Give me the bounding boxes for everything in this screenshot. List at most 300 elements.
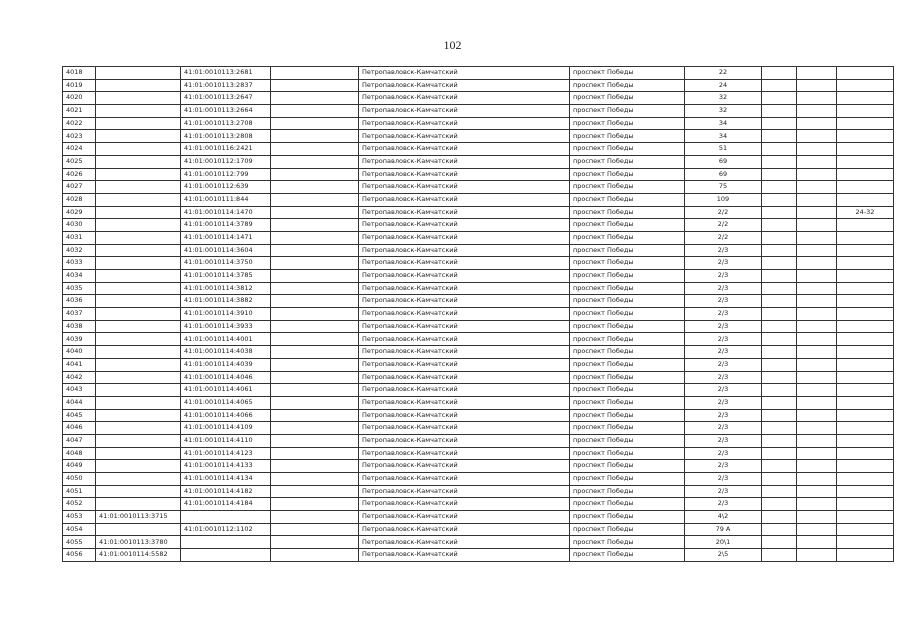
empty-cell [762, 295, 797, 308]
cadastral-number-cell [96, 358, 181, 371]
empty-cell [762, 143, 797, 156]
apartment-range-cell [837, 422, 894, 435]
city-cell: Петропавловск-Камчатский [359, 92, 570, 105]
record-number-cell: 4024 [63, 143, 96, 156]
cadastral-number-cell [96, 460, 181, 473]
empty-cell [797, 105, 837, 118]
empty-cell [797, 473, 837, 486]
street-cell: проспект Победы [570, 257, 685, 270]
empty-cell [762, 384, 797, 397]
apartment-range-cell [837, 231, 894, 244]
cadastral-number-cell [96, 181, 181, 194]
empty-cell [762, 320, 797, 333]
city-cell: Петропавловск-Камчатский [359, 396, 570, 409]
apartment-range-cell [837, 320, 894, 333]
house-number-cell: 2/3 [685, 295, 762, 308]
parent-cadastral-number-cell: 41:01:0010114:3910 [181, 308, 271, 321]
apartment-range-cell [837, 384, 894, 397]
apartment-range-cell [837, 396, 894, 409]
record-number-cell: 4040 [63, 346, 96, 359]
street-cell: проспект Победы [570, 244, 685, 257]
cadastral-number-cell [96, 346, 181, 359]
empty-cell [271, 460, 359, 473]
cadastral-number-cell [96, 320, 181, 333]
empty-cell [797, 371, 837, 384]
house-number-cell: 69 [685, 168, 762, 181]
street-cell: проспект Победы [570, 130, 685, 143]
empty-cell [271, 117, 359, 130]
city-cell: Петропавловск-Камчатский [359, 105, 570, 118]
apartment-range-cell [837, 244, 894, 257]
house-number-cell: 2/3 [685, 270, 762, 283]
street-cell: проспект Победы [570, 282, 685, 295]
city-cell: Петропавловск-Камчатский [359, 270, 570, 283]
empty-cell [762, 282, 797, 295]
street-cell: проспект Победы [570, 549, 685, 562]
record-number-cell: 4042 [63, 371, 96, 384]
parent-cadastral-number-cell: 41:01:0010114:1471 [181, 231, 271, 244]
table-row [63, 409, 894, 422]
city-cell: Петропавловск-Камчатский [359, 206, 570, 219]
city-cell: Петропавловск-Камчатский [359, 346, 570, 359]
street-cell: проспект Победы [570, 320, 685, 333]
empty-cell [271, 320, 359, 333]
apartment-range-cell [837, 181, 894, 194]
table-row [63, 523, 894, 536]
record-number-cell: 4044 [63, 396, 96, 409]
cadastral-number-cell: 41:01:0010113:3780 [96, 536, 181, 549]
empty-cell [271, 79, 359, 92]
record-number-cell: 4055 [63, 536, 96, 549]
empty-cell [762, 447, 797, 460]
empty-cell [797, 498, 837, 511]
street-cell: проспект Победы [570, 447, 685, 460]
cadastral-number-cell [96, 219, 181, 232]
empty-cell [797, 143, 837, 156]
empty-cell [271, 523, 359, 536]
cadastral-number-cell [96, 117, 181, 130]
apartment-range-cell [837, 130, 894, 143]
street-cell: проспект Победы [570, 67, 685, 80]
apartment-range-cell [837, 346, 894, 359]
empty-cell [762, 536, 797, 549]
parent-cadastral-number-cell: 41:01:0010112:1102 [181, 523, 271, 536]
apartment-range-cell: 24-32 [837, 206, 894, 219]
empty-cell [797, 523, 837, 536]
street-cell: проспект Победы [570, 270, 685, 283]
city-cell: Петропавловск-Камчатский [359, 485, 570, 498]
street-cell: проспект Победы [570, 371, 685, 384]
empty-cell [271, 333, 359, 346]
parent-cadastral-number-cell: 41:01:0010114:3789 [181, 219, 271, 232]
empty-cell [762, 117, 797, 130]
house-number-cell: 2/3 [685, 485, 762, 498]
parent-cadastral-number-cell [181, 536, 271, 549]
record-number-cell: 4020 [63, 92, 96, 105]
record-number-cell: 4029 [63, 206, 96, 219]
table-row [63, 346, 894, 359]
apartment-range-cell [837, 117, 894, 130]
apartment-range-cell [837, 308, 894, 321]
record-number-cell: 4041 [63, 358, 96, 371]
street-cell: проспект Победы [570, 460, 685, 473]
apartment-range-cell [837, 193, 894, 206]
empty-cell [797, 257, 837, 270]
city-cell: Петропавловск-Камчатский [359, 295, 570, 308]
cadastral-number-cell [96, 396, 181, 409]
parent-cadastral-number-cell: 41:01:0010113:2647 [181, 92, 271, 105]
empty-cell [797, 117, 837, 130]
table-row [63, 130, 894, 143]
empty-cell [762, 396, 797, 409]
apartment-range-cell [837, 473, 894, 486]
parent-cadastral-number-cell: 41:01:0010114:1470 [181, 206, 271, 219]
empty-cell [271, 358, 359, 371]
table-row [63, 295, 894, 308]
parent-cadastral-number-cell: 41:01:0010114:4065 [181, 396, 271, 409]
empty-cell [762, 511, 797, 524]
street-cell: проспект Победы [570, 358, 685, 371]
record-number-cell: 4043 [63, 384, 96, 397]
parent-cadastral-number-cell: 41:01:0010113:2837 [181, 79, 271, 92]
apartment-range-cell [837, 282, 894, 295]
record-number-cell: 4049 [63, 460, 96, 473]
cadastral-number-cell [96, 473, 181, 486]
parent-cadastral-number-cell: 41:01:0010113:2808 [181, 130, 271, 143]
cadastral-number-cell [96, 130, 181, 143]
empty-cell [797, 295, 837, 308]
cadastral-number-cell [96, 257, 181, 270]
empty-cell [271, 130, 359, 143]
house-number-cell: 22 [685, 67, 762, 80]
empty-cell [271, 181, 359, 194]
city-cell: Петропавловск-Камчатский [359, 168, 570, 181]
empty-cell [762, 346, 797, 359]
street-cell: проспект Победы [570, 155, 685, 168]
record-number-cell: 4039 [63, 333, 96, 346]
parent-cadastral-number-cell: 41:01:0010114:3604 [181, 244, 271, 257]
apartment-range-cell [837, 143, 894, 156]
parent-cadastral-number-cell: 41:01:0010114:4134 [181, 473, 271, 486]
house-number-cell: 75 [685, 181, 762, 194]
empty-cell [271, 295, 359, 308]
house-number-cell: 4\2 [685, 511, 762, 524]
empty-cell [797, 320, 837, 333]
street-cell: проспект Победы [570, 92, 685, 105]
parent-cadastral-number-cell: 41:01:0010112:799 [181, 168, 271, 181]
house-number-cell: 79 А [685, 523, 762, 536]
apartment-range-cell [837, 295, 894, 308]
house-number-cell: 2/3 [685, 320, 762, 333]
empty-cell [271, 473, 359, 486]
table-row [63, 270, 894, 283]
empty-cell [271, 409, 359, 422]
empty-cell [271, 105, 359, 118]
cadastral-number-cell [96, 422, 181, 435]
table-row [63, 143, 894, 156]
record-number-cell: 4034 [63, 270, 96, 283]
empty-cell [797, 536, 837, 549]
street-cell: проспект Победы [570, 117, 685, 130]
house-number-cell: 2/3 [685, 333, 762, 346]
house-number-cell: 2/2 [685, 219, 762, 232]
house-number-cell: 2/3 [685, 358, 762, 371]
apartment-range-cell [837, 549, 894, 562]
empty-cell [271, 447, 359, 460]
apartment-range-cell [837, 371, 894, 384]
table-row [63, 536, 894, 549]
empty-cell [271, 371, 359, 384]
empty-cell [797, 333, 837, 346]
empty-cell [271, 346, 359, 359]
record-number-cell: 4018 [63, 67, 96, 80]
empty-cell [797, 219, 837, 232]
record-number-cell: 4036 [63, 295, 96, 308]
house-number-cell: 2/3 [685, 460, 762, 473]
empty-cell [797, 384, 837, 397]
parent-cadastral-number-cell: 41:01:0010112:639 [181, 181, 271, 194]
street-cell: проспект Победы [570, 396, 685, 409]
empty-cell [762, 473, 797, 486]
empty-cell [762, 231, 797, 244]
empty-cell [271, 511, 359, 524]
cadastral-number-cell [96, 308, 181, 321]
record-number-cell: 4030 [63, 219, 96, 232]
cadastral-number-cell [96, 498, 181, 511]
city-cell: Петропавловск-Камчатский [359, 460, 570, 473]
table-row [63, 511, 894, 524]
apartment-range-cell [837, 409, 894, 422]
apartment-range-cell [837, 511, 894, 524]
empty-cell [797, 130, 837, 143]
record-number-cell: 4027 [63, 181, 96, 194]
registry-table [62, 66, 894, 562]
house-number-cell: 2/3 [685, 384, 762, 397]
empty-cell [797, 485, 837, 498]
empty-cell [797, 549, 837, 562]
record-number-cell: 4031 [63, 231, 96, 244]
parent-cadastral-number-cell: 41:01:0010111:844 [181, 193, 271, 206]
empty-cell [797, 67, 837, 80]
table-row [63, 105, 894, 118]
cadastral-number-cell [96, 409, 181, 422]
house-number-cell: 2/3 [685, 244, 762, 257]
city-cell: Петропавловск-Камчатский [359, 130, 570, 143]
house-number-cell: 32 [685, 105, 762, 118]
house-number-cell: 34 [685, 117, 762, 130]
cadastral-number-cell [96, 384, 181, 397]
city-cell: Петропавловск-Камчатский [359, 219, 570, 232]
empty-cell [797, 92, 837, 105]
house-number-cell: 32 [685, 92, 762, 105]
empty-cell [271, 231, 359, 244]
empty-cell [797, 308, 837, 321]
house-number-cell: 2/3 [685, 409, 762, 422]
street-cell: проспект Победы [570, 308, 685, 321]
table-row [63, 231, 894, 244]
empty-cell [762, 549, 797, 562]
record-number-cell: 4056 [63, 549, 96, 562]
house-number-cell: 34 [685, 130, 762, 143]
parent-cadastral-number-cell: 41:01:0010114:4039 [181, 358, 271, 371]
street-cell: проспект Победы [570, 346, 685, 359]
parent-cadastral-number-cell: 41:01:0010114:4133 [181, 460, 271, 473]
apartment-range-cell [837, 536, 894, 549]
table-row [63, 67, 894, 80]
table-row [63, 473, 894, 486]
street-cell: проспект Победы [570, 105, 685, 118]
table-row [63, 79, 894, 92]
empty-cell [797, 346, 837, 359]
cadastral-number-cell [96, 143, 181, 156]
table-row [63, 384, 894, 397]
empty-cell [762, 434, 797, 447]
empty-cell [271, 536, 359, 549]
apartment-range-cell [837, 105, 894, 118]
empty-cell [797, 155, 837, 168]
house-number-cell: 2/3 [685, 257, 762, 270]
empty-cell [271, 257, 359, 270]
table-row [63, 460, 894, 473]
city-cell: Петропавловск-Камчатский [359, 244, 570, 257]
apartment-range-cell [837, 92, 894, 105]
parent-cadastral-number-cell: 41:01:0010114:4109 [181, 422, 271, 435]
street-cell: проспект Победы [570, 511, 685, 524]
street-cell: проспект Победы [570, 498, 685, 511]
cadastral-number-cell [96, 67, 181, 80]
table-row [63, 193, 894, 206]
cadastral-number-cell: 41:01:0010113:3715 [96, 511, 181, 524]
apartment-range-cell [837, 523, 894, 536]
city-cell: Петропавловск-Камчатский [359, 409, 570, 422]
empty-cell [762, 460, 797, 473]
empty-cell [797, 396, 837, 409]
record-number-cell: 4037 [63, 308, 96, 321]
empty-cell [762, 422, 797, 435]
city-cell: Петропавловск-Камчатский [359, 308, 570, 321]
empty-cell [762, 371, 797, 384]
apartment-range-cell [837, 358, 894, 371]
empty-cell [762, 358, 797, 371]
table-row [63, 155, 894, 168]
house-number-cell: 2/3 [685, 371, 762, 384]
city-cell: Петропавловск-Камчатский [359, 511, 570, 524]
cadastral-number-cell [96, 244, 181, 257]
city-cell: Петропавловск-Камчатский [359, 447, 570, 460]
apartment-range-cell [837, 79, 894, 92]
record-number-cell: 4047 [63, 434, 96, 447]
cadastral-number-cell [96, 434, 181, 447]
empty-cell [797, 409, 837, 422]
cadastral-number-cell: 41:01:0010114:5582 [96, 549, 181, 562]
empty-cell [797, 181, 837, 194]
table-row [63, 308, 894, 321]
record-number-cell: 4023 [63, 130, 96, 143]
empty-cell [271, 396, 359, 409]
apartment-range-cell [837, 485, 894, 498]
record-number-cell: 4052 [63, 498, 96, 511]
city-cell: Петропавловск-Камчатский [359, 143, 570, 156]
empty-cell [271, 308, 359, 321]
cadastral-number-cell [96, 168, 181, 181]
parent-cadastral-number-cell: 41:01:0010114:4061 [181, 384, 271, 397]
street-cell: проспект Победы [570, 485, 685, 498]
record-number-cell: 4038 [63, 320, 96, 333]
city-cell: Петропавловск-Камчатский [359, 257, 570, 270]
record-number-cell: 4026 [63, 168, 96, 181]
street-cell: проспект Победы [570, 168, 685, 181]
street-cell: проспект Победы [570, 384, 685, 397]
city-cell: Петропавловск-Камчатский [359, 333, 570, 346]
empty-cell [271, 384, 359, 397]
record-number-cell: 4048 [63, 447, 96, 460]
empty-cell [762, 257, 797, 270]
city-cell: Петропавловск-Камчатский [359, 536, 570, 549]
empty-cell [797, 168, 837, 181]
empty-cell [271, 168, 359, 181]
table-row [63, 117, 894, 130]
empty-cell [797, 511, 837, 524]
record-number-cell: 4021 [63, 105, 96, 118]
table-row [63, 371, 894, 384]
city-cell: Петропавловск-Камчатский [359, 193, 570, 206]
cadastral-number-cell [96, 206, 181, 219]
empty-cell [762, 67, 797, 80]
street-cell: проспект Победы [570, 434, 685, 447]
street-cell: проспект Победы [570, 536, 685, 549]
apartment-range-cell [837, 498, 894, 511]
city-cell: Петропавловск-Камчатский [359, 434, 570, 447]
city-cell: Петропавловск-Камчатский [359, 231, 570, 244]
cadastral-number-cell [96, 79, 181, 92]
empty-cell [271, 155, 359, 168]
table-row [63, 498, 894, 511]
parent-cadastral-number-cell [181, 549, 271, 562]
empty-cell [271, 244, 359, 257]
cadastral-number-cell [96, 295, 181, 308]
house-number-cell: 2/2 [685, 231, 762, 244]
empty-cell [271, 206, 359, 219]
street-cell: проспект Победы [570, 409, 685, 422]
apartment-range-cell [837, 257, 894, 270]
city-cell: Петропавловск-Камчатский [359, 498, 570, 511]
empty-cell [762, 333, 797, 346]
house-number-cell: 2\5 [685, 549, 762, 562]
record-number-cell: 4032 [63, 244, 96, 257]
record-number-cell: 4022 [63, 117, 96, 130]
table-row [63, 219, 894, 232]
empty-cell [797, 358, 837, 371]
empty-cell [797, 231, 837, 244]
cadastral-number-cell [96, 371, 181, 384]
cadastral-number-cell [96, 485, 181, 498]
empty-cell [762, 498, 797, 511]
apartment-range-cell [837, 168, 894, 181]
empty-cell [271, 434, 359, 447]
empty-cell [762, 168, 797, 181]
table-row [63, 549, 894, 562]
house-number-cell: 2/2 [685, 206, 762, 219]
house-number-cell: 69 [685, 155, 762, 168]
house-number-cell: 20\1 [685, 536, 762, 549]
table-row [63, 244, 894, 257]
city-cell: Петропавловск-Камчатский [359, 549, 570, 562]
city-cell: Петропавловск-Камчатский [359, 282, 570, 295]
city-cell: Петропавловск-Камчатский [359, 79, 570, 92]
record-number-cell: 4054 [63, 523, 96, 536]
empty-cell [271, 498, 359, 511]
parent-cadastral-number-cell: 41:01:0010114:4123 [181, 447, 271, 460]
